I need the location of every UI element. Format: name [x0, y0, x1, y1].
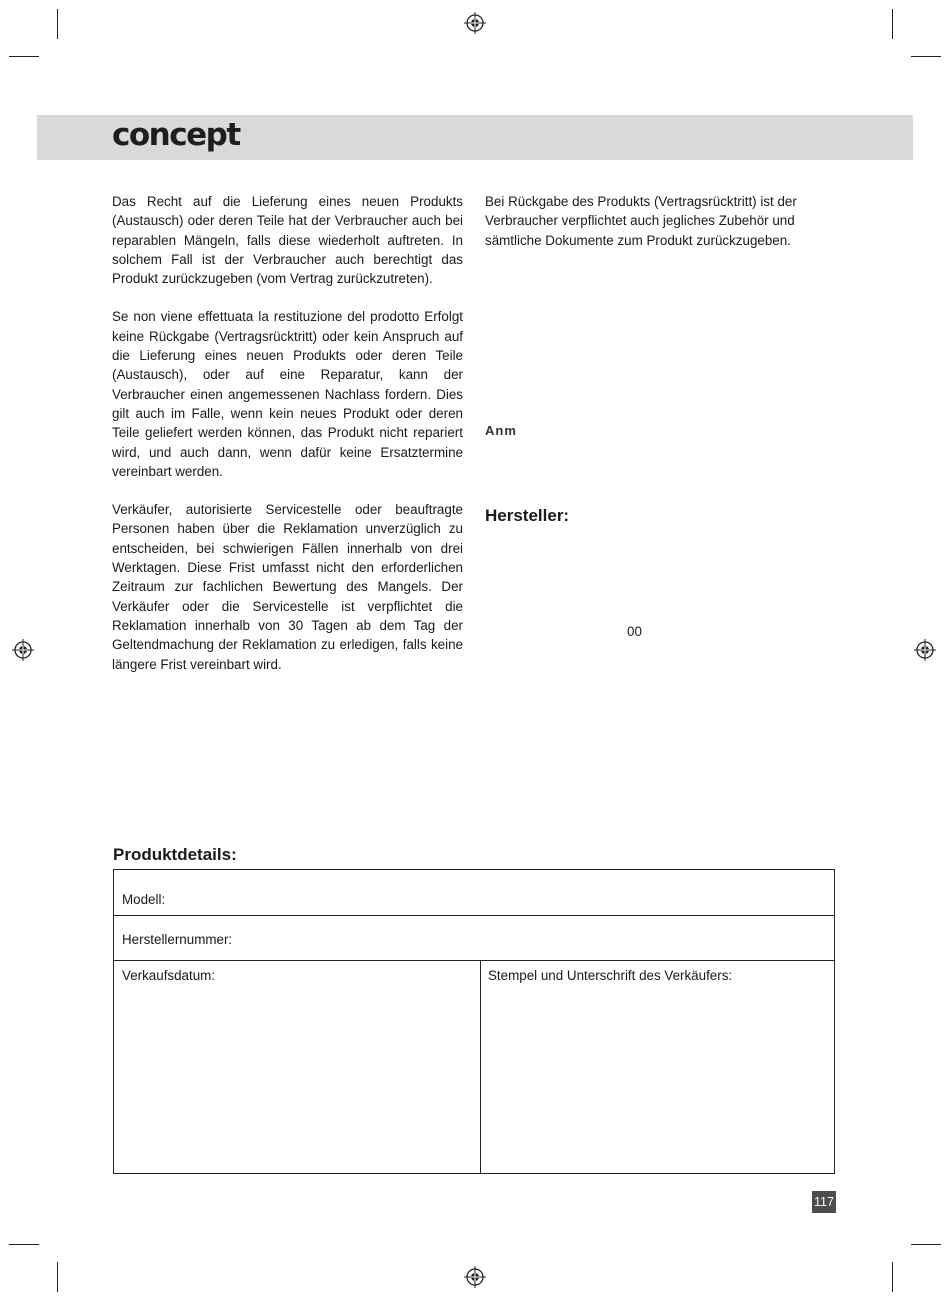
sale-date-label: Verkaufsdatum:	[122, 968, 216, 983]
crop-mark	[892, 1262, 893, 1292]
brand-logo: concept	[112, 117, 240, 153]
model-label: Modell:	[122, 892, 166, 907]
model-row	[114, 870, 834, 916]
registration-mark-icon	[914, 639, 936, 661]
crop-mark	[892, 9, 893, 39]
crop-mark	[911, 1244, 941, 1245]
crop-mark	[9, 1244, 39, 1245]
crop-mark	[57, 1262, 58, 1292]
right-column	[485, 192, 837, 250]
table-divider	[480, 961, 481, 1173]
paragraph: Se non viene effettuata la restituzione del prodotto Erfolgt keine Rückgabe (Vertragsrücktritt) oder kein Anspruch auf die Lieferung eines neuen Produkts oder deren Teile (Austausch), oder auf eine Reparatur, kann der Verbraucher einen angemessenen Nachlass fordern. Dies gilt auch im Falle, wenn kein neues Produkt oder deren Teile geliefert werden können, das Produkt nicht repariert wird, und auch dann, wenn dafür keine Ersatztermine vereinbart werden.	[112, 309, 463, 479]
crop-mark	[911, 56, 941, 57]
page-number: 117	[812, 1191, 836, 1213]
paragraph: Bei Rückgabe des Produkts (Vertragsrücktritt) ist der Verbraucher verpflichtet auch jegliches Zubehör und sämtliche Dokumente zum Produkt zurückzugeben.	[485, 194, 797, 248]
product-details-heading: Produktdetails:	[113, 845, 237, 864]
manufacturer-heading: Hersteller:	[485, 506, 570, 525]
left-column	[112, 192, 463, 674]
paragraph: Das Recht auf die Lieferung eines neuen Produkts (Austausch) oder deren Teile hat der Verbraucher auch bei reparablen Mängeln, falls diese wiederholt auftreten. In solchem Fall ist der Verbraucher auch berechtigt das Produkt zurückzugeben (vom Vertrag zurückzutreten).	[112, 194, 463, 287]
manufacturer-number-label: Herstellernummer:	[122, 932, 233, 947]
product-details-table	[113, 869, 835, 1174]
manufacturer-code: 00	[627, 624, 642, 639]
registration-mark-icon	[12, 639, 34, 661]
paragraph: Verkäufer, autorisierte Servicestelle oder beauftragte Personen haben über die Reklamation unverzüglich zu entscheiden, bei schwierigen Fällen innerhalb von drei Werktagen. Diese Frist umfasst nicht den erforderlichen Zeitraum zur fachlichen Bewertung des Mangels. Der Verkäufer oder die Servicestelle ist verpflichtet die Reklamation innerhalb von 30 Tagen ab dem Tag der Geltendmachung der Reklamation zu erledigen, falls keine längere Frist vereinbart wird.	[112, 502, 463, 672]
stamp-signature-label: Stempel und Unterschrift des Verkäufers:	[488, 968, 733, 983]
registration-mark-icon	[464, 12, 486, 34]
note-label: Anm	[485, 423, 517, 438]
registration-mark-icon	[464, 1266, 486, 1288]
crop-mark	[9, 56, 39, 57]
crop-mark	[57, 9, 58, 39]
